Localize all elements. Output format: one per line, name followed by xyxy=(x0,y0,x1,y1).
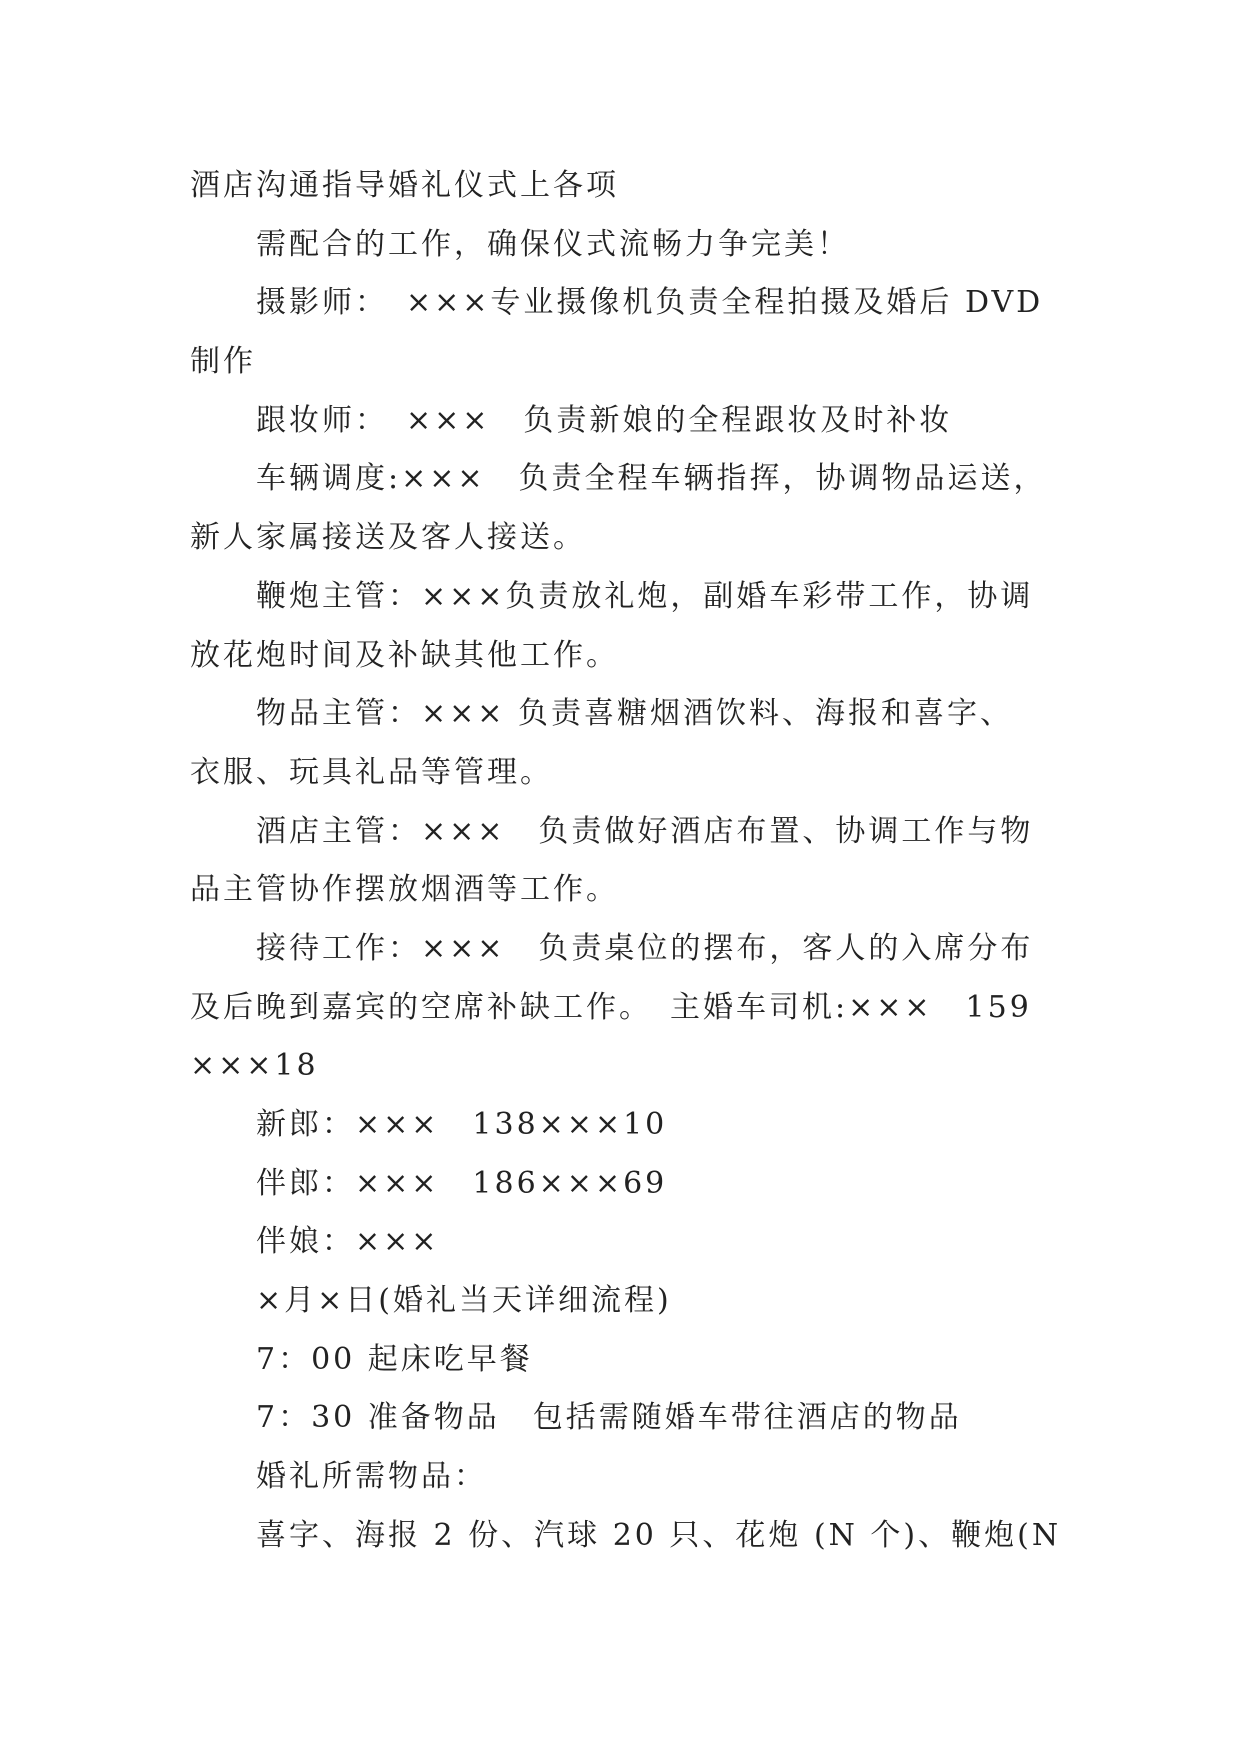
text-line: 新人家属接送及客人接送。 xyxy=(190,520,586,556)
text-line: 7：00 起床吃早餐 xyxy=(256,1341,533,1377)
text-line: 衣服、玩具礼品等管理。 xyxy=(190,754,553,790)
text-line: 需配合的工作，确保仪式流畅力争完美！ xyxy=(256,226,850,262)
text-line: 鞭炮主管：×××负责放礼炮，副婚车彩带工作，协调 xyxy=(256,578,1034,614)
text-line: 跟妆师： ××× 负责新娘的全程跟妆及时补妆 xyxy=(256,402,953,438)
text-line: ×××18 xyxy=(190,1048,319,1084)
text-line: 伴郎：××× 186×××69 xyxy=(256,1165,668,1201)
text-line: 酒店主管：××× 负责做好酒店布置、协调工作与物 xyxy=(256,813,1034,849)
text-line: 喜字、海报 2 份、汽球 20 只、花炮 (N 个)、鞭炮(N xyxy=(256,1517,1062,1553)
text-line: 酒店沟通指导婚礼仪式上各项 xyxy=(190,168,619,203)
text-line: 接待工作：××× 负责桌位的摆布，客人的入席分布 xyxy=(256,930,1034,966)
text-line: 品主管协作摆放烟酒等工作。 xyxy=(190,872,619,908)
text-line: 物品主管：××× 负责喜糖烟酒饮料、海报和喜字、 xyxy=(256,696,1013,732)
text-line: 摄影师： ×××专业摄像机负责全程拍摄及婚后 DVD xyxy=(256,285,1044,321)
text-line: 7：30 准备物品 包括需随婚车带往酒店的物品 xyxy=(256,1400,962,1436)
text-line: ×月×日(婚礼当天详细流程) xyxy=(256,1283,672,1319)
text-line: 及后晚到嘉宾的空席补缺工作。 主婚车司机:××× 159 xyxy=(190,989,1032,1025)
text-line: 放花炮时间及补缺其他工作。 xyxy=(190,637,619,673)
text-line: 新郎：××× 138×××10 xyxy=(256,1107,668,1142)
text-line: 婚礼所需物品： xyxy=(256,1459,487,1495)
text-line: 制作 xyxy=(190,344,256,380)
text-line: 伴娘：××× xyxy=(256,1224,440,1260)
document-body xyxy=(190,157,1060,1566)
text-line: 车辆调度:××× 负责全程车辆指挥，协调物品运送， xyxy=(256,461,1047,497)
